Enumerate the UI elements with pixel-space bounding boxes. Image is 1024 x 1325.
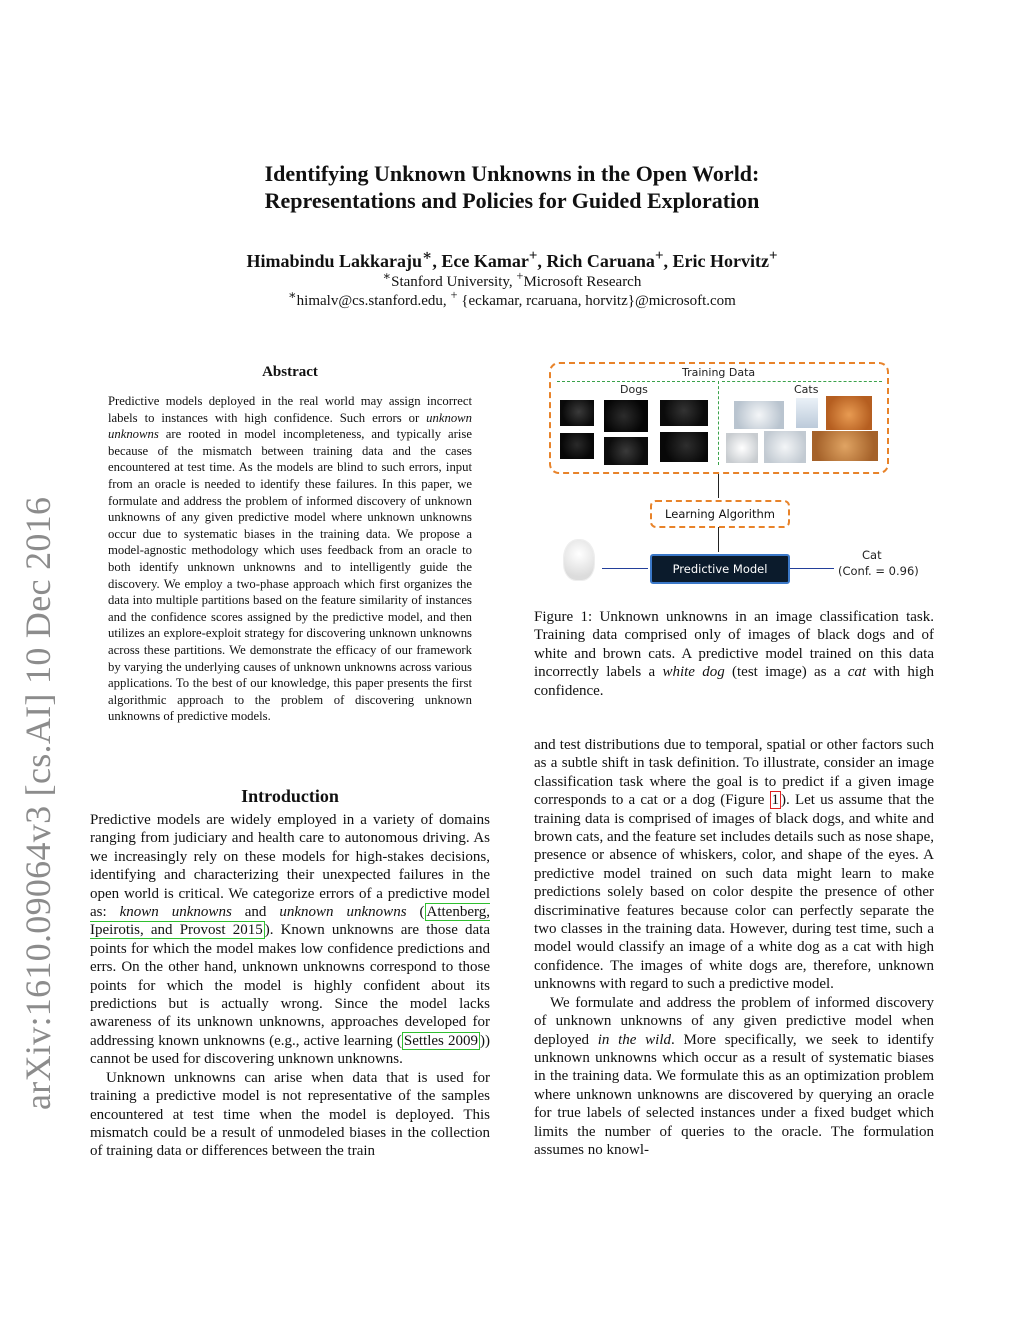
white-cat-image <box>764 431 806 463</box>
author-4-mark: + <box>768 248 778 264</box>
caption-text: (test image) as a <box>724 664 848 681</box>
intro-text: )) cannot be used for discovering unknown unknowns. <box>90 1032 490 1068</box>
intro-text: and <box>231 904 280 921</box>
dogs-divider <box>557 381 715 382</box>
white-cat-image <box>734 401 784 429</box>
black-dog-image <box>660 432 708 462</box>
right-paragraph-1 <box>534 736 934 994</box>
abstract-emphasis: unknown unknowns <box>108 410 472 442</box>
citation-settles-link[interactable]: Settles 2009 <box>403 1032 478 1049</box>
class-separator <box>718 381 719 465</box>
author-4: Eric Horvitz <box>672 251 769 271</box>
abstract-text: Predictive models deployed in the real world may assign incorrect labels to instances with high confidence. Such errors or <box>108 394 472 425</box>
white-cat-image <box>726 433 758 463</box>
brown-cat-image <box>812 431 878 461</box>
arrow-right <box>602 568 648 569</box>
body-text: . More specifically, we seek to identify unknown unknowns which occur as a result of systematic biases in the training data. We formulate this as an optimization problem where unknown unknowns are discovered by querying an oracle for true labels of selected instances under a fixed budget which limits the number of queries to the oracle. The formulation assumes no knowl- <box>534 1031 934 1158</box>
email-mark: ∗ <box>288 288 297 302</box>
email-mark: + <box>450 288 458 302</box>
affil-microsoft: Microsoft Research <box>523 274 642 290</box>
title-line-1: Identifying Unknown Unknowns in the Open World: <box>264 161 760 186</box>
caption-text: Figure 1: Unknown unknowns in an image classification task. Training data comprised only of images of black dogs and of white and brown cats. A predictive model trained on this data incorrectly labels a <box>534 609 934 681</box>
author-separator: , <box>537 251 547 271</box>
abstract-body <box>108 393 472 725</box>
caption-emphasis: white dog <box>662 664 725 681</box>
intro-text: Predictive models are widely employed in a variety of domains ranging from judiciary and health care to autonomous driving. As we increasingly rely on these models for high-stakes decisions, identifying and characterizing their unexpected failures in the open world is critical. We categorize errors of a predictive model as: <box>90 812 490 921</box>
introduction-heading: Introduction <box>241 786 339 806</box>
citation-attenberg-link[interactable]: Attenberg, Ipeirotis, and Provost 2015 <box>90 904 490 939</box>
black-dog-image <box>560 433 594 459</box>
dogs-label: Dogs <box>620 383 648 396</box>
email-microsoft: {eckamar, rcaruana, horvitz}@microsoft.com <box>457 293 736 309</box>
intro-text: ( <box>406 904 425 921</box>
abstract-text: are rooted in model incompleteness, and typically arise because of the mismatch between training data and the cases encountered at test time. As the models are blind to such errors, input from an oracle is needed to identify these failures. In this paper, we formulate and address the problem of informed discovery of unknown unknowns of any given predictive model where unknown unknowns occur due to systematic biases in the training data. We propose a model-agnostic methodology which uses feedback from an oracle to both identify unknown unknowns and to intelligently guide the discovery. We employ a two-phase approach which first organizes the data into multiple partitions based on the feature similarity of instances and the confidence scores assigned by the predictive model, and then utilizes an explore-exploit strategy for discovering unknown unknowns across these partitions. We demonstrate the efficacy of our framework by varying the underlying causes of unknown unknowns across various applications. To the best of our knowledge, this paper presents the first algorithmic approach to the problem of discovering unknown unknowns of predictive models. <box>108 427 472 724</box>
white-dog-test-image <box>564 540 594 580</box>
arxiv-identifier: arXiv:1610.09064v3 [cs.AI] 10 Dec 2016 <box>18 496 58 1110</box>
caption-text: with high confidence. <box>534 664 934 699</box>
cats-divider <box>722 381 882 382</box>
output-confidence: (Conf. = 0.96) <box>838 564 919 578</box>
intro-emphasis: known unknowns <box>119 904 232 921</box>
black-dog-image <box>604 437 648 465</box>
author-1-mark: ∗ <box>422 248 433 264</box>
brown-cat-image <box>826 396 872 430</box>
black-dog-image <box>604 400 648 432</box>
affil-stanford: Stanford University, <box>391 274 517 290</box>
author-separator: , <box>663 251 673 271</box>
email-stanford: himalv@cs.stanford.edu, <box>296 293 451 309</box>
right-column-body <box>534 736 934 1159</box>
body-text: We formulate and address the problem of informed discovery of unknown unknowns of any given predictive model when deployed <box>534 994 934 1048</box>
intro-text: ). Known unknowns are those data points for which the model makes low confidence predictions and errs. On the other hand, unknown unknowns correspond to those points for which the model is highly confident about its predictions but is actually wrong. Since the model lacks awareness of its unknown unknowns, approaches developed for addressing known unknowns (e.g., active learning ( <box>90 922 490 1049</box>
white-cat-image <box>796 398 818 428</box>
cats-label: Cats <box>794 383 819 396</box>
affil-mark: ∗ <box>382 269 392 283</box>
author-1: Himabindu Lakkaraju <box>246 251 423 271</box>
body-text: and test distributions due to temporal, spatial or other factors such as a subtle shift in task definition. To illustrate, consider an image classification task where the goal is to predict if a given image corresponds to a cat or a dog (Figure <box>534 737 934 809</box>
affil-mark: + <box>516 269 524 283</box>
black-dog-image <box>660 400 708 426</box>
author-separator: , <box>432 251 442 271</box>
learning-algorithm-box: Learning Algorithm <box>650 500 790 528</box>
abstract-heading: Abstract <box>262 364 318 380</box>
intro-paragraph-2: Unknown unknowns can arise when data that is used for training a predictive model is not representative of the samples encountered at test time when the model is deployed. This mismatch could be a result of unmodeled biases in the collection of training data or differences between the train <box>90 1069 490 1160</box>
title-line-2: Representations and Policies for Guided Exploration <box>264 188 760 213</box>
introduction-body <box>90 811 490 1161</box>
author-3: Rich Caruana <box>546 251 655 271</box>
arrow-down <box>718 474 719 498</box>
predictive-model-box: Predictive Model <box>650 554 790 584</box>
paper-title <box>0 160 1024 214</box>
author-3-mark: + <box>654 248 664 264</box>
figure-1-reference-link[interactable]: 1 <box>771 792 780 809</box>
intro-paragraph-1 <box>90 811 490 1069</box>
body-text: ). Let us assume that the training data is comprised of images of black dogs, and white and brown cats, and the feature set includes details such as nose shape, presence or absence of whiskers, color, and shape of the eyes. A predictive model trained on such data might learn to make predictions solely based on color despite the presence of other discriminative features because color can perfectly separate the two classes in the training data. However, during test time, such a model would classify an image of a white dog as a cat with high confidence. The images of white dogs are, therefore, unknown unknowns with regard to such a predictive model. <box>534 792 934 993</box>
arrow-right <box>790 568 834 569</box>
training-data-label: Training Data <box>682 366 756 379</box>
output-label: Cat <box>862 548 882 562</box>
body-emphasis: in the wild <box>597 1031 672 1048</box>
caption-emphasis: cat <box>847 664 867 681</box>
intro-emphasis: unknown unknowns <box>279 904 407 921</box>
figure-caption <box>534 608 934 700</box>
right-paragraph-2 <box>534 994 934 1160</box>
author-2-mark: + <box>528 248 538 264</box>
black-dog-image <box>560 400 594 426</box>
emails <box>0 287 1024 310</box>
author-2: Ece Kamar <box>441 251 529 271</box>
arrow-down <box>718 527 719 552</box>
